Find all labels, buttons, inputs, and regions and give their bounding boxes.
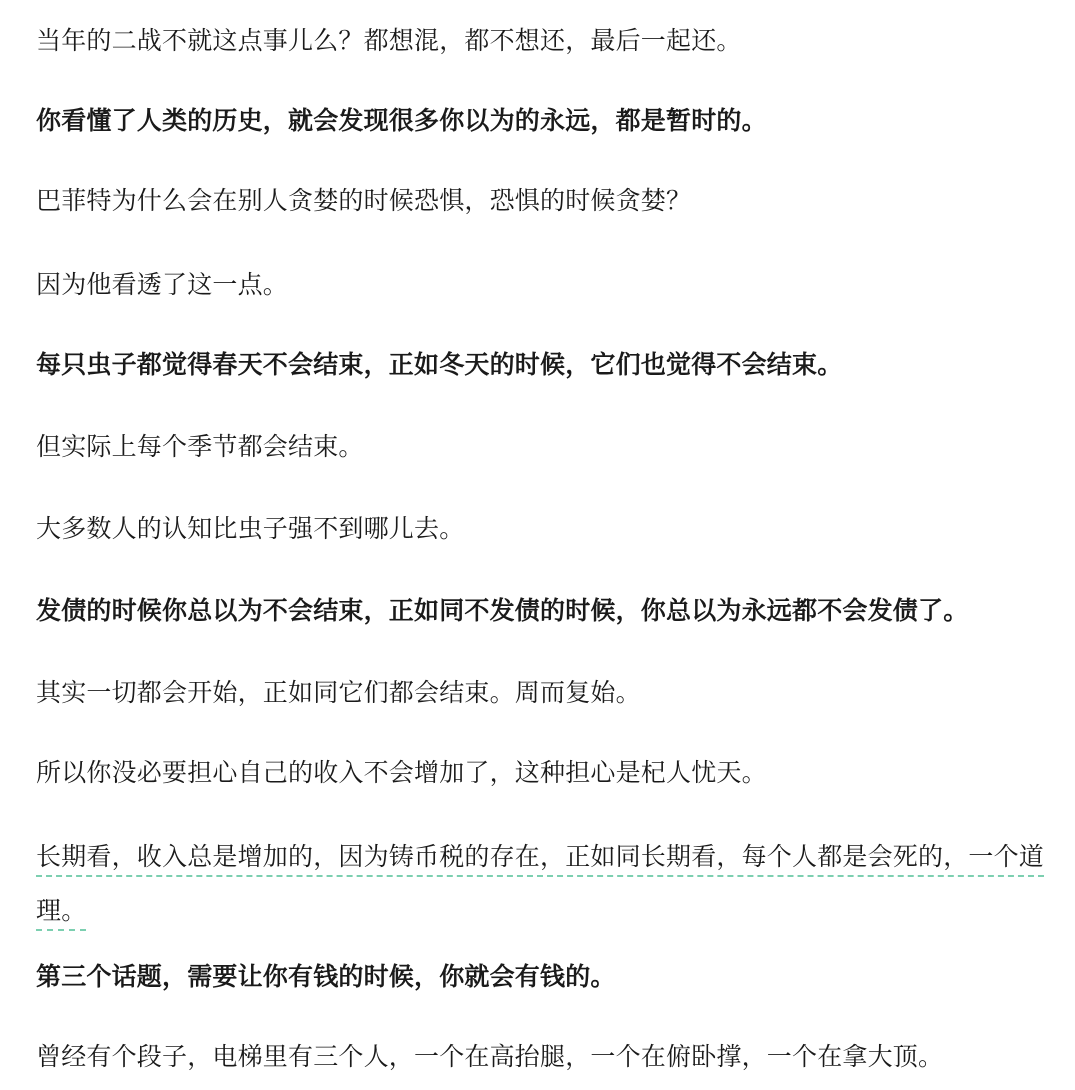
paragraph: 当年的二战不就这点事儿么？都想混，都不想还，最后一起还。 — [36, 26, 742, 55]
paragraph: 所以你没必要担心自己的收入不会增加了，这种担心是杞人忧天。 — [36, 758, 767, 787]
paragraph: 大多数人的认知比虫子强不到哪儿去。 — [36, 514, 465, 543]
paragraph-bold: 发债的时候你总以为不会结束，正如同不发债的时候，你总以为永远都不会发债了。 — [36, 596, 969, 625]
paragraph-underlined — [36, 830, 1053, 938]
paragraph-bold: 每只虫子都觉得春天不会结束，正如冬天的时候，它们也觉得不会结束。 — [36, 350, 843, 379]
paragraph: 但实际上每个季节都会结束。 — [36, 432, 364, 461]
paragraph: 曾经有个段子，电梯里有三个人，一个在高抬腿，一个在俯卧撑，一个在拿大顶。 — [36, 1042, 944, 1071]
paragraph: 其实一切都会开始，正如同它们都会结束。周而复始。 — [36, 678, 641, 707]
underlined-text: 长期看，收入总是增加的，因为铸币税的存在，正如同长期看，每个人都是会死的，一个道理。 — [36, 842, 1045, 925]
paragraph-bold: 你看懂了人类的历史，就会发现很多你以为的永远，都是暂时的。 — [36, 106, 767, 135]
paragraph-bold: 第三个话题，需要让你有钱的时候，你就会有钱的。 — [36, 962, 616, 991]
paragraph: 巴菲特为什么会在别人贪婪的时候恐惧，恐惧的时候贪婪？ — [36, 186, 692, 215]
paragraph: 因为他看透了这一点。 — [36, 270, 289, 299]
